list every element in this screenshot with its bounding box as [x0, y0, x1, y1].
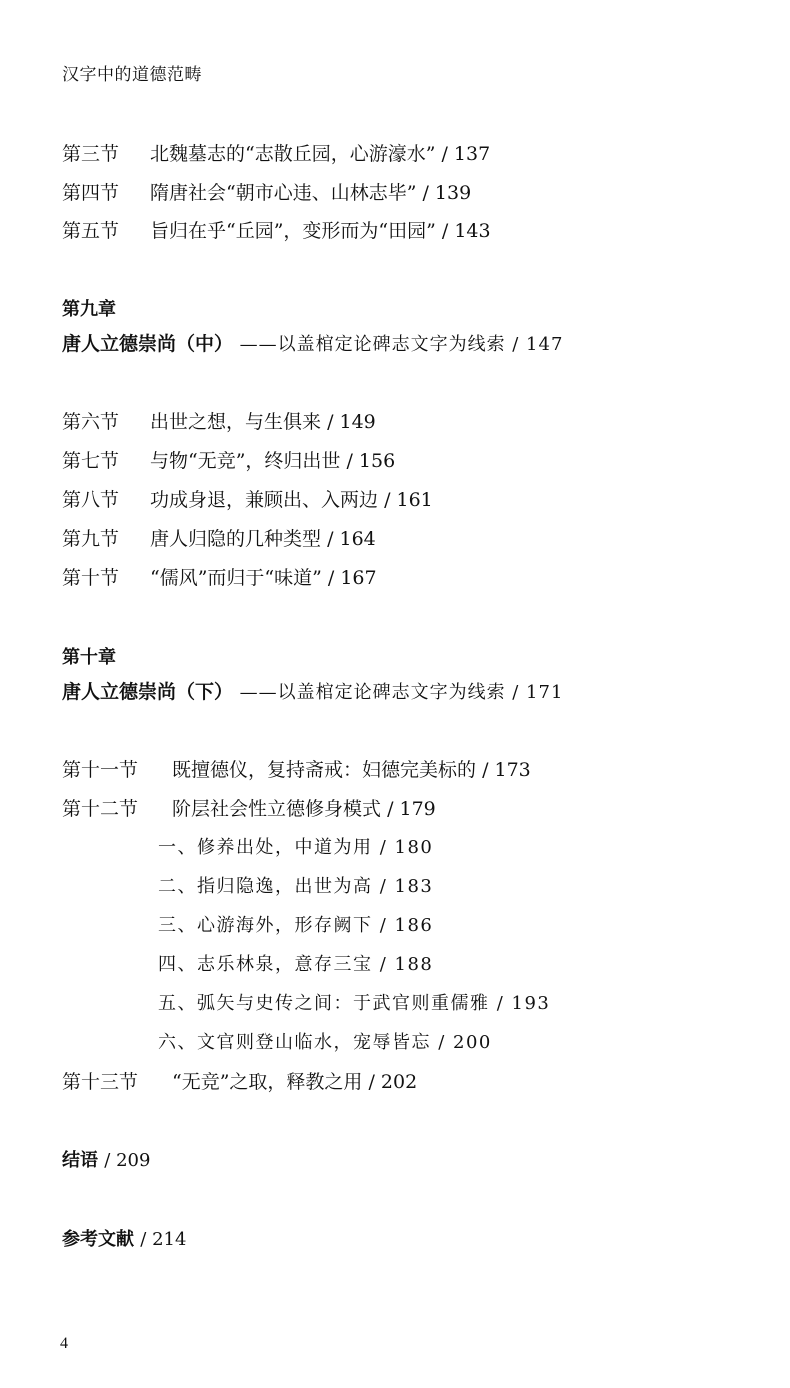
section-label: 第十三节 [62, 1071, 139, 1093]
page-ref: / 173 [482, 759, 531, 781]
section-title: 旨归在乎“丘园”，变形而为“田园” [150, 220, 436, 242]
section-title: 阶层社会性立德修身模式 [172, 798, 382, 820]
page-ref: / 161 [384, 489, 433, 511]
running-head: 汉字中的道德范畴 [62, 65, 202, 85]
chapter-subtitle: ——以盖棺定论碑志文字为线索 [239, 682, 506, 703]
section-label: 第五节 [62, 220, 120, 242]
section-label: 第七节 [62, 450, 120, 472]
toc-entry [62, 487, 433, 513]
page-ref: / 186 [379, 915, 434, 936]
references-label: 参考文献 [62, 1229, 134, 1250]
section-label: 第六节 [62, 411, 120, 433]
toc-subentry [158, 1030, 492, 1056]
toc-subentry [158, 835, 433, 861]
page-ref: / 143 [441, 220, 491, 242]
section-label: 第八节 [62, 489, 120, 511]
page-ref: / 147 [512, 334, 564, 355]
toc-entry [62, 796, 436, 822]
subentry-title: 五、弧矢与史传之间：于武官则重儒雅 [158, 993, 490, 1014]
chapter-title-main: 唐人立德崇尚（下） [62, 681, 234, 703]
chapter-subtitle: ——以盖棺定论碑志文字为线索 [239, 334, 506, 355]
section-label: 第九节 [62, 528, 120, 550]
toc-entry [62, 180, 471, 206]
conclusion-label: 结语 [62, 1150, 98, 1171]
page-ref: / 156 [346, 450, 396, 472]
chapter-title [62, 331, 563, 358]
section-title: 唐人归隐的几种类型 [150, 528, 322, 550]
toc-entry [62, 141, 490, 167]
section-label: 第十一节 [62, 759, 139, 781]
chapter-title-main: 唐人立德崇尚（中） [62, 333, 234, 355]
page-ref: / 183 [379, 876, 434, 897]
page-ref: / 214 [140, 1229, 187, 1250]
toc-entry [62, 218, 491, 244]
toc-entry [62, 526, 376, 552]
chapter-heading: 第十章 [62, 647, 116, 668]
page-ref: / 180 [379, 837, 434, 858]
section-title: 既擅德仪，复持斋戒：妇德完美标的 [172, 759, 477, 781]
section-label: 第四节 [62, 182, 120, 204]
chapter-heading: 第九章 [62, 299, 116, 320]
section-label: 第十节 [62, 567, 120, 589]
section-title: “无竞”之取，释教之用 [172, 1071, 363, 1093]
subentry-title: 三、心游海外，形存阙下 [158, 915, 373, 936]
page-ref: / 188 [379, 954, 434, 975]
page-ref: / 200 [438, 1032, 492, 1053]
toc-subentry [158, 991, 550, 1017]
toc-entry [62, 565, 377, 591]
toc-subentry [158, 952, 433, 978]
page-ref: / 202 [368, 1071, 418, 1093]
page-ref: / 167 [327, 567, 377, 589]
page-ref: / 179 [387, 798, 436, 820]
conclusion-entry [62, 1148, 150, 1174]
toc-entry [62, 1069, 417, 1095]
toc-entry [62, 757, 531, 783]
subentry-title: 四、志乐林泉，意存三宝 [158, 954, 373, 975]
page-ref: / 209 [104, 1150, 151, 1171]
subentry-title: 二、指归隐逸，出世为高 [158, 876, 373, 897]
page-ref: / 164 [327, 528, 376, 550]
page-ref: / 193 [496, 993, 551, 1014]
chapter-title [62, 679, 563, 706]
section-title: 出世之想，与生俱来 [150, 411, 322, 433]
references-entry [62, 1227, 186, 1253]
toc-entry [62, 448, 395, 474]
page-ref: / 149 [327, 411, 376, 433]
section-title: “儒风”而归于“味道” [150, 567, 322, 589]
section-label: 第三节 [62, 143, 120, 165]
subentry-title: 一、修养出处，中道为用 [158, 837, 373, 858]
section-title: 北魏墓志的“志散丘园，心游濠水” [150, 143, 436, 165]
section-label: 第十二节 [62, 798, 139, 820]
page-ref: / 137 [441, 143, 491, 165]
toc-subentry [158, 913, 433, 939]
section-title: 隋唐社会“朝市心违、山林志毕” [150, 182, 417, 204]
subentry-title: 六、文官则登山临水，宠辱皆忘 [158, 1032, 431, 1053]
toc-subentry [158, 874, 433, 900]
page-ref: / 171 [512, 682, 564, 703]
page-ref: / 139 [422, 182, 472, 204]
page-number: 4 [60, 1335, 68, 1352]
section-title: 功成身退，兼顾出、入两边 [150, 489, 379, 511]
toc-entry [62, 409, 376, 435]
section-title: 与物“无竞”，终归出世 [150, 450, 341, 472]
